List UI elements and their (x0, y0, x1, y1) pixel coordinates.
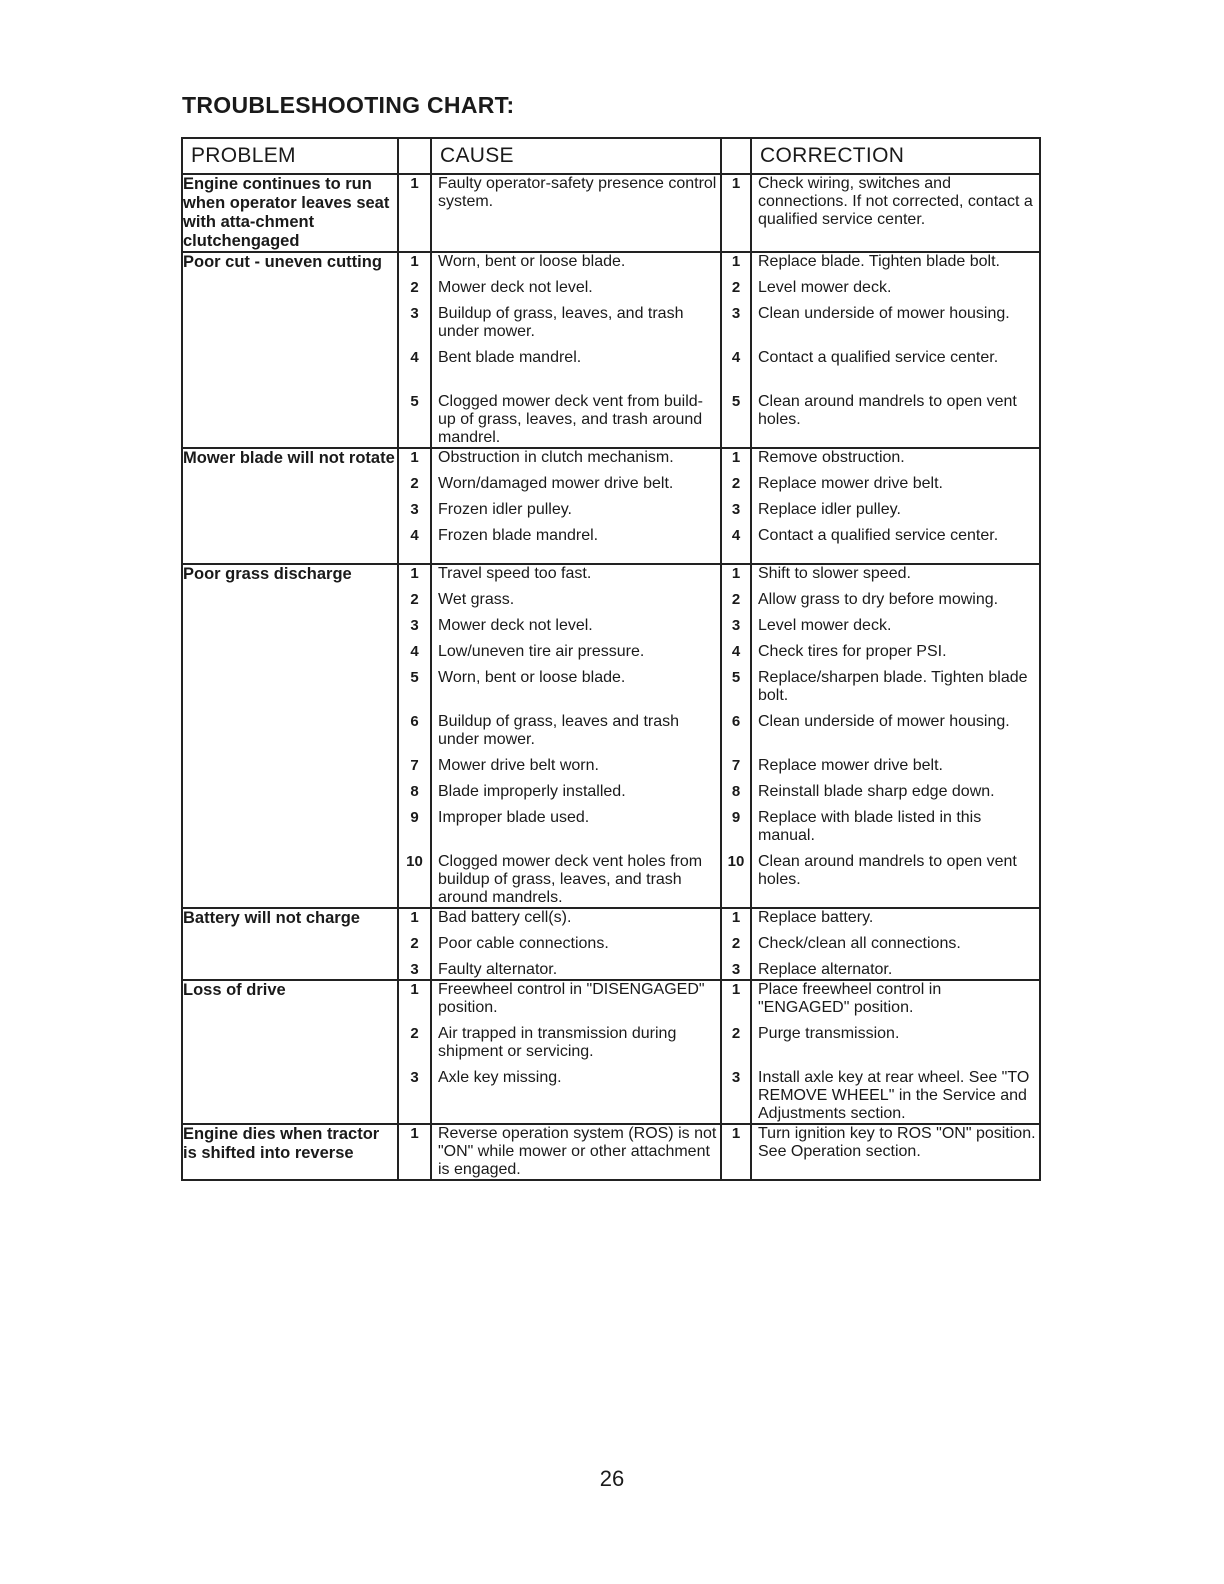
correction-text: Reinstall blade sharp edge down. (758, 783, 995, 800)
cause-text-cell (431, 448, 721, 564)
cause-number: 1 (410, 565, 419, 582)
correction-number: 5 (731, 669, 741, 686)
correction-number: 1 (731, 1125, 741, 1142)
cause-number: 5 (410, 393, 419, 410)
correction-text: Check/clean all connections. (758, 935, 961, 952)
correction-number-cell (721, 1124, 751, 1180)
cause-number: 1 (410, 175, 419, 192)
header-correction: CORRECTION (751, 138, 1040, 174)
cause-text: Worn, bent or loose blade. (438, 669, 626, 686)
cause-number: 1 (410, 449, 419, 466)
cause-text-cell (431, 174, 721, 252)
cause-text: Reverse operation system (ROS) is not "ON" while mower or other attachment is engaged. (438, 1125, 717, 1178)
cause-text: Poor cable connections. (438, 935, 609, 952)
table-row (182, 564, 1040, 908)
cause-text: Worn/damaged mower drive belt. (438, 475, 674, 492)
correction-text-cell (751, 252, 1040, 448)
table-row (182, 252, 1040, 448)
correction-number: 8 (731, 783, 741, 800)
problem-cell: Engine dies when tractor is shifted into reverse (182, 1124, 398, 1180)
correction-number: 3 (731, 617, 741, 634)
cause-number-cell (398, 1124, 431, 1180)
correction-text: Replace blade. Tighten blade bolt. (758, 253, 1000, 270)
cause-text-cell (431, 980, 721, 1124)
cause-number: 6 (410, 713, 419, 730)
correction-number: 7 (731, 757, 741, 774)
correction-number-cell (721, 980, 751, 1124)
problem-cell: Loss of drive (182, 980, 398, 1124)
correction-number: 2 (731, 591, 741, 608)
correction-number-cell (721, 564, 751, 908)
cause-text-cell (431, 252, 721, 448)
correction-number: 1 (731, 253, 741, 270)
table-row (182, 1124, 1040, 1180)
cause-number: 3 (410, 1069, 419, 1086)
cause-text: Faulty operator-safety presence control system. (438, 175, 717, 210)
problem-cell: Engine continues to run when operator leaves seat with atta-chment clutchengaged (182, 174, 398, 252)
cause-text: Buildup of grass, leaves, and trash under mower. (438, 305, 684, 340)
correction-number: 1 (731, 981, 741, 998)
cause-number: 1 (410, 909, 419, 926)
cause-number-cell (398, 980, 431, 1124)
troubleshooting-table (181, 137, 1041, 1181)
correction-number: 4 (731, 527, 741, 544)
problem-cell: Battery will not charge (182, 908, 398, 980)
correction-text: Contact a qualified service center. (758, 527, 999, 544)
cause-text: Frozen idler pulley. (438, 501, 572, 518)
cause-number: 1 (410, 1125, 419, 1142)
cause-text: Wet grass. (438, 591, 515, 608)
cause-text: Mower deck not level. (438, 279, 593, 296)
correction-text: Replace idler pulley. (758, 501, 901, 518)
correction-text: Check wiring, switches and connections. If not corrected, contact a qualified service center. (758, 175, 1033, 228)
correction-number: 2 (731, 1025, 741, 1042)
correction-text: Purge transmission. (758, 1025, 900, 1042)
correction-number: 4 (731, 349, 741, 366)
correction-number: 6 (731, 713, 741, 730)
cause-number: 4 (410, 527, 419, 544)
chart-title: TROUBLESHOOTING CHART: (182, 92, 515, 118)
header-correction-number (721, 138, 751, 174)
correction-number: 10 (727, 853, 745, 870)
correction-text-cell (751, 564, 1040, 908)
cause-text: Frozen blade mandrel. (438, 527, 599, 544)
correction-text: Turn ignition key to ROS "ON" position. See Operation section. (758, 1125, 1036, 1160)
cause-number: 2 (410, 1025, 419, 1042)
cause-text: Mower drive belt worn. (438, 757, 599, 774)
cause-text: Travel speed too fast. (438, 565, 592, 582)
correction-text: Replace with blade listed in this manual. (758, 809, 982, 844)
correction-text: Contact a qualified service center. (758, 349, 999, 366)
correction-number: 3 (731, 501, 741, 518)
cause-number: 3 (410, 501, 419, 518)
header-cause: CAUSE (431, 138, 721, 174)
header-cause-number (398, 138, 431, 174)
correction-number: 4 (731, 643, 741, 660)
cause-number: 2 (410, 935, 419, 952)
cause-text-cell (431, 908, 721, 980)
correction-number: 3 (731, 961, 741, 978)
cause-text: Faulty alternator. (438, 961, 558, 978)
correction-text: Remove obstruction. (758, 449, 905, 466)
correction-number: 2 (731, 935, 741, 952)
cause-text: Low/uneven tire air pressure. (438, 643, 645, 660)
correction-text: Install axle key at rear wheel. See "TO REMOVE WHEEL" in the Service and Adjustments section. (758, 1069, 1030, 1122)
cause-number: 10 (406, 853, 423, 870)
correction-text: Clean around mandrels to open vent holes. (758, 853, 1017, 888)
cause-text: Obstruction in clutch mechanism. (438, 449, 674, 466)
correction-number: 1 (731, 449, 741, 466)
correction-text-cell (751, 1124, 1040, 1180)
correction-text-cell (751, 448, 1040, 564)
cause-number-cell (398, 908, 431, 980)
cause-number: 2 (410, 591, 419, 608)
correction-text-cell (751, 908, 1040, 980)
correction-text: Shift to slower speed. (758, 565, 911, 582)
cause-number: 3 (410, 961, 419, 978)
correction-text-cell (751, 980, 1040, 1124)
correction-text: Level mower deck. (758, 617, 892, 634)
cause-text: Improper blade used. (438, 809, 590, 826)
correction-text: Replace alternator. (758, 961, 893, 978)
correction-text: Replace mower drive belt. (758, 475, 943, 492)
table-row (182, 448, 1040, 564)
cause-text: Bad battery cell(s). (438, 909, 572, 926)
cause-number: 2 (410, 475, 419, 492)
correction-text: Replace/sharpen blade. Tighten blade bolt. (758, 669, 1028, 704)
cause-text: Worn, bent or loose blade. (438, 253, 626, 270)
cause-text-cell (431, 1124, 721, 1180)
header-problem: PROBLEM (182, 138, 398, 174)
correction-number: 9 (731, 809, 741, 826)
cause-number: 7 (410, 757, 419, 774)
cause-number: 4 (410, 643, 419, 660)
correction-number: 1 (731, 909, 741, 926)
cause-number: 4 (410, 349, 419, 366)
table-row (182, 908, 1040, 980)
problem-cell: Mower blade will not rotate (182, 448, 398, 564)
cause-number: 1 (410, 981, 419, 998)
cause-number-cell (398, 252, 431, 448)
correction-number-cell (721, 908, 751, 980)
correction-text: Level mower deck. (758, 279, 892, 296)
correction-text: Clean underside of mower housing. (758, 305, 1010, 322)
correction-number: 5 (731, 393, 741, 410)
correction-text: Allow grass to dry before mowing. (758, 591, 999, 608)
cause-number: 3 (410, 305, 419, 322)
cause-number: 1 (410, 253, 419, 270)
cause-text: Clogged mower deck vent holes from buildup of grass, leaves, and trash around mandrels. (438, 853, 703, 906)
cause-text: Clogged mower deck vent from build-up of grass, leaves, and trash around mandrel. (438, 393, 704, 446)
correction-text: Replace mower drive belt. (758, 757, 943, 774)
correction-number: 1 (731, 565, 741, 582)
cause-text: Air trapped in transmission during shipment or servicing. (438, 1025, 677, 1060)
cause-text: Bent blade mandrel. (438, 349, 582, 366)
cause-text: Axle key missing. (438, 1069, 562, 1086)
cause-number: 2 (410, 279, 419, 296)
correction-number-cell (721, 174, 751, 252)
cause-number: 5 (410, 669, 419, 686)
cause-number-cell (398, 448, 431, 564)
page-number: 26 (599, 1466, 625, 1491)
correction-number: 1 (731, 175, 741, 192)
cause-text: Blade improperly installed. (438, 783, 626, 800)
correction-text: Replace battery. (758, 909, 874, 926)
correction-number: 3 (731, 305, 741, 322)
cause-text: Buildup of grass, leaves and trash under mower. (438, 713, 680, 748)
correction-text: Place freewheel control in "ENGAGED" position. (758, 981, 942, 1016)
correction-text: Clean underside of mower housing. (758, 713, 1010, 730)
cause-text: Freewheel control in "DISENGAGED" position. (438, 981, 705, 1016)
cause-number: 9 (410, 809, 419, 826)
cause-number-cell (398, 174, 431, 252)
header-row (182, 138, 1040, 174)
problem-cell: Poor grass discharge (182, 564, 398, 908)
correction-number: 3 (731, 1069, 741, 1086)
table-row (182, 980, 1040, 1124)
correction-number: 2 (731, 475, 741, 492)
correction-number: 2 (731, 279, 741, 296)
cause-text: Mower deck not level. (438, 617, 593, 634)
cause-text-cell (431, 564, 721, 908)
correction-text: Check tires for proper PSI. (758, 643, 947, 660)
cause-number: 8 (410, 783, 419, 800)
correction-number-cell (721, 448, 751, 564)
problem-cell: Poor cut - uneven cutting (182, 252, 398, 448)
correction-number-cell (721, 252, 751, 448)
table-row (182, 174, 1040, 252)
correction-text-cell (751, 174, 1040, 252)
cause-number: 3 (410, 617, 419, 634)
table-body (182, 174, 1040, 1180)
correction-text: Clean around mandrels to open vent holes. (758, 393, 1017, 428)
cause-number-cell (398, 564, 431, 908)
